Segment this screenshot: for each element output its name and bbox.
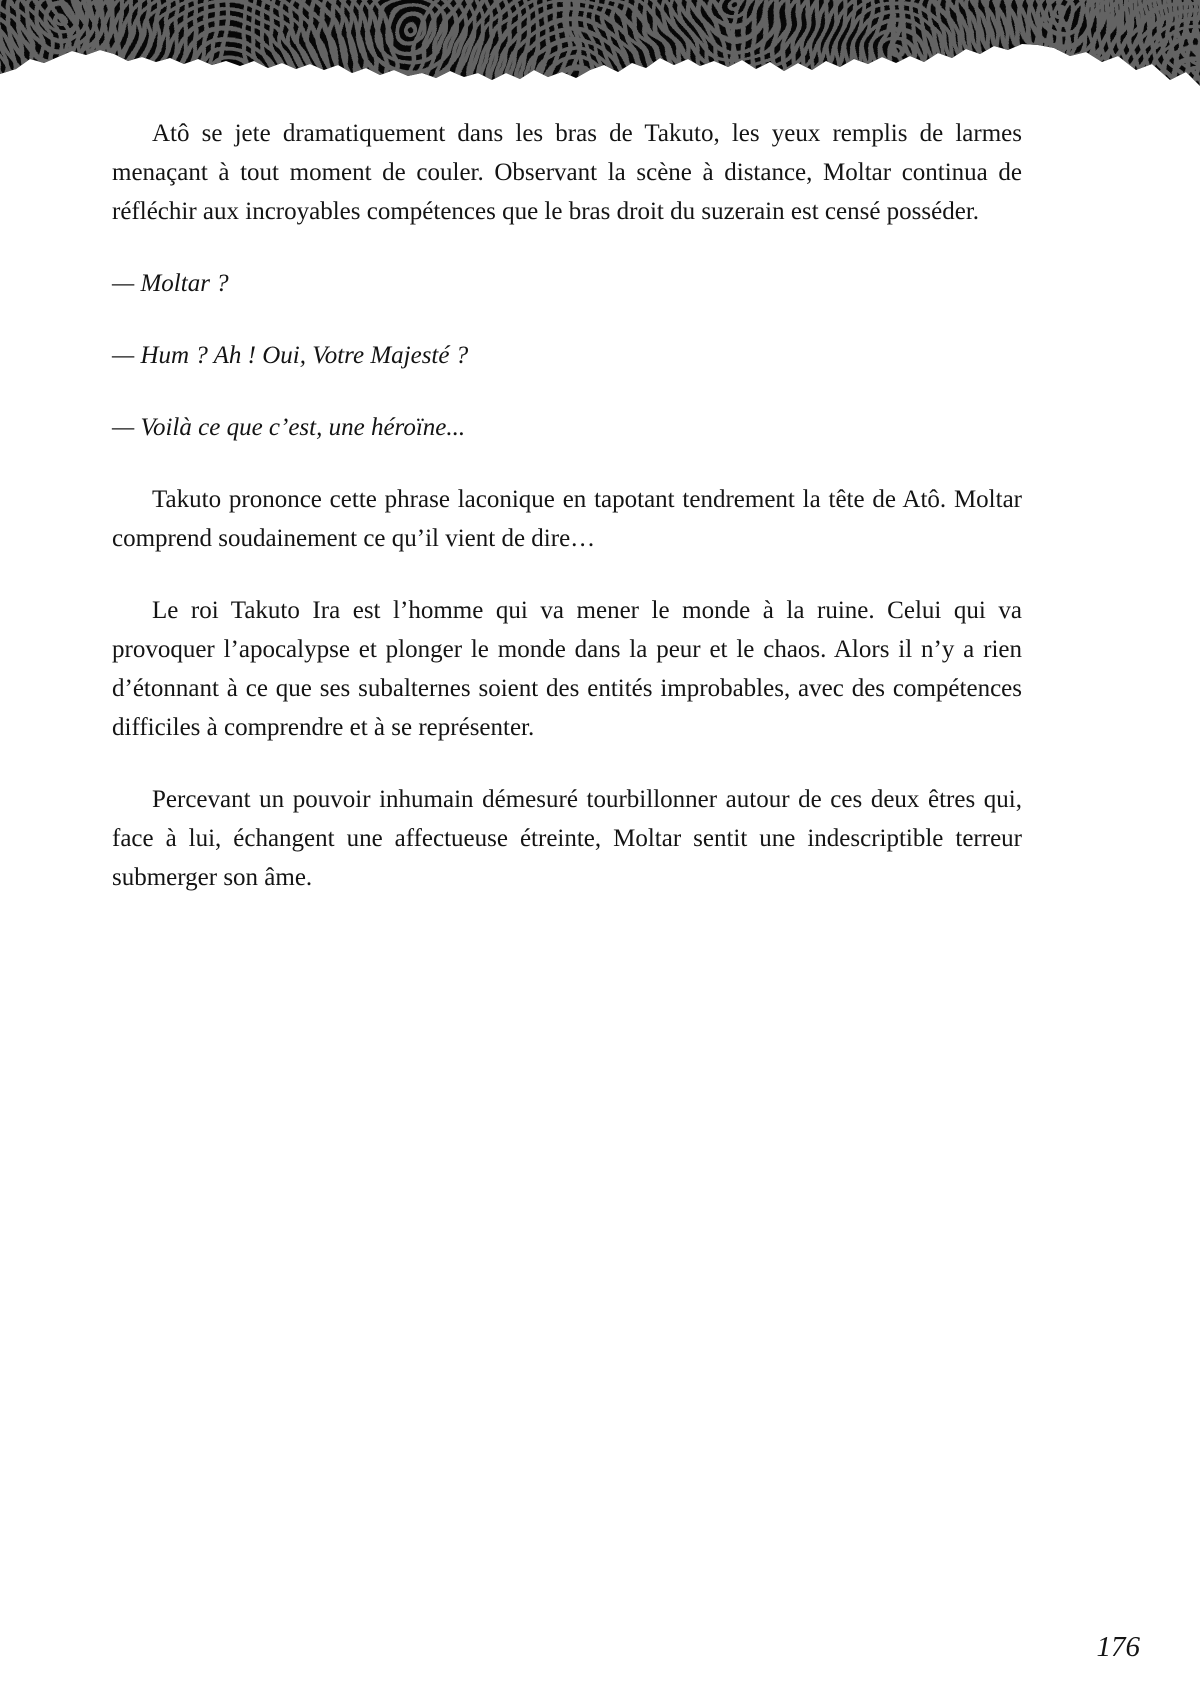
dialogue-line: — Voilà ce que c’est, une héroïne... — [112, 414, 466, 441]
paragraph: Percevant un pouvoir inhumain démesuré tourbillonner autour de ces deux êtres qui, face à lui, échangent une affectueuse étreinte, Moltar sentit une indescriptible terreur submerger son âme. — [112, 786, 1022, 891]
page-number: 176 — [1096, 1631, 1140, 1663]
paragraph: Le roi Takuto Ira est l’homme qui va mener le monde à la ruine. Celui qui va provoquer l’apocalypse et plonger le monde dans la peur et le chaos. Alors il n’y a rien d’étonnant à ce que ses subalternes soient des entités improbables, avec des compétences difficiles à comprendre et à se représenter. — [112, 597, 1022, 741]
dialogue-line: — Moltar ? — [112, 270, 229, 297]
fingerprint-torn-header-art — [0, 0, 1200, 96]
body-text-block — [112, 114, 1022, 930]
dialogue-line: — Hum ? Ah ! Oui, Votre Majesté ? — [112, 342, 469, 369]
paragraph: Atô se jete dramatiquement dans les bras de Takuto, les yeux remplis de larmes menaçant à tout moment de couler. Observant la scène à distance, Moltar continua de réfléchir aux incroyables compétences que le bras droit du suzerain est censé posséder. — [112, 120, 1022, 225]
paragraph: Takuto prononce cette phrase laconique en tapotant tendrement la tête de Atô. Moltar comprend soudainement ce qu’il vient de dire… — [112, 486, 1022, 552]
